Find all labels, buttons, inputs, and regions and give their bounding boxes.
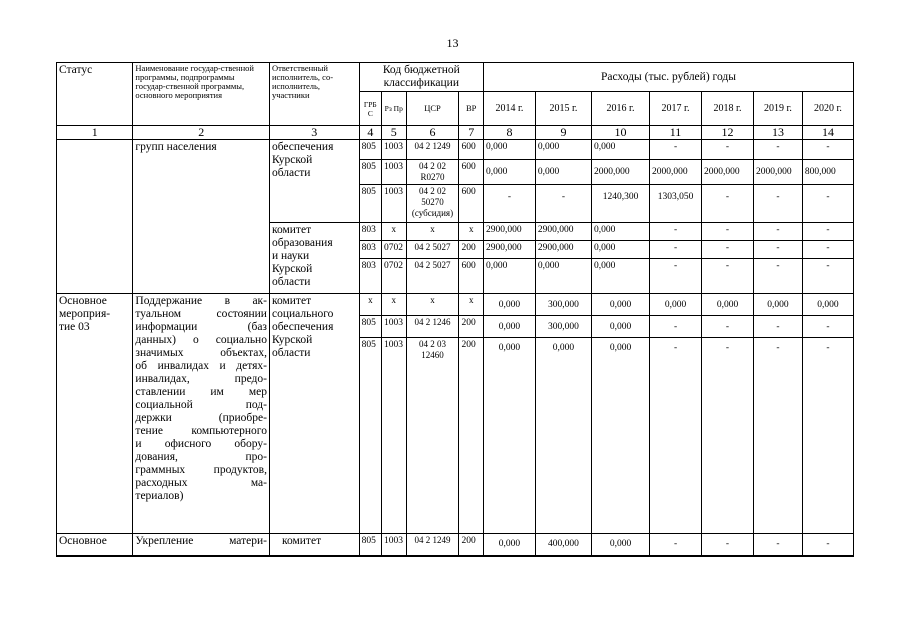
name-line: держки (приобре-	[135, 412, 267, 424]
column-number: 5	[382, 126, 406, 140]
value-cell: 0,000	[483, 534, 535, 556]
header-budget-code: Код бюджетной классификации	[359, 63, 483, 92]
csr-cell: х	[406, 294, 459, 316]
rzpr-cell: 1003	[382, 316, 406, 338]
executor-line: и науки	[271, 250, 310, 262]
rzpr-cell: х	[382, 294, 406, 316]
value-cell: -	[650, 534, 702, 556]
value-cell: 800,000	[802, 160, 853, 185]
value-cell: 2000,000	[702, 160, 754, 185]
column-number: 11	[650, 126, 702, 140]
name-line: социальной под-	[135, 399, 267, 411]
value-cell: 0,000	[702, 294, 754, 316]
grbs-cell: 805	[359, 160, 381, 185]
value-cell: 2900,000	[483, 223, 535, 241]
executor-line: образования	[271, 237, 333, 249]
name-line: ставлении им мер	[135, 386, 267, 398]
value-cell: -	[802, 223, 853, 241]
executor-line: социального	[271, 308, 334, 320]
status-line: Основное	[59, 295, 107, 307]
column-numbers-row	[57, 126, 854, 140]
status-line: тие 03	[59, 321, 90, 333]
column-number: 3	[269, 126, 359, 140]
column-number: 4	[359, 126, 381, 140]
page-number: 13	[446, 36, 459, 50]
value-cell: -	[802, 259, 853, 294]
value-cell: -	[802, 316, 853, 338]
value-cell: 0,000	[591, 338, 649, 534]
value-cell: -	[753, 534, 802, 556]
grbs-cell: 803	[359, 223, 381, 241]
header-program-name: Наименование государ-ственной программы, подпрограммы государ-ственной программы, основного мероприятия	[133, 63, 270, 126]
value-cell: 0,000	[535, 338, 591, 534]
program-name-cell	[133, 294, 270, 534]
value-cell: -	[650, 223, 702, 241]
value-cell: -	[702, 223, 754, 241]
value-cell: -	[702, 140, 754, 160]
value-cell: -	[802, 241, 853, 259]
value-cell: -	[802, 338, 853, 534]
value-cell: -	[802, 185, 853, 223]
executor-cell	[269, 294, 359, 534]
budget-table	[56, 62, 854, 557]
value-cell: -	[535, 185, 591, 223]
executor-line: комитет	[271, 224, 312, 236]
column-number: 1	[57, 126, 133, 140]
header-year: 2015 г.	[535, 92, 591, 126]
rzpr-cell: 1003	[382, 534, 406, 556]
header-grbs: ГРБ С	[359, 92, 381, 126]
value-cell: 0,000	[591, 294, 649, 316]
csr-cell: 04 2 1246	[406, 316, 459, 338]
table-row	[57, 294, 854, 316]
name-line: тение компьютерного	[135, 425, 267, 437]
status-cell: Основное	[57, 534, 133, 556]
executor-line: области	[271, 276, 311, 288]
value-cell: -	[650, 316, 702, 338]
value-cell: 1240,300	[591, 185, 649, 223]
value-cell: 1303,050	[650, 185, 702, 223]
name-line: териалов)	[135, 490, 184, 502]
value-cell: -	[802, 140, 853, 160]
column-number: 14	[802, 126, 853, 140]
value-cell: 0,000	[753, 294, 802, 316]
vr-cell: 200	[459, 241, 483, 259]
value-cell: -	[702, 185, 754, 223]
value-cell: 0,000	[483, 316, 535, 338]
status-line: мероприя-	[59, 308, 111, 320]
vr-cell: х	[459, 294, 483, 316]
header-executor: Ответственный исполнитель, со-исполнитель, участники	[269, 63, 359, 126]
executor-line: обеспечения	[271, 141, 334, 153]
value-cell: 0,000	[591, 223, 649, 241]
value-cell: -	[753, 259, 802, 294]
value-cell: 0,000	[591, 316, 649, 338]
csr-cell: 04 2 5027	[406, 259, 459, 294]
executor-cell: комитет	[269, 534, 359, 556]
vr-cell: 600	[459, 185, 483, 223]
name-line: инвалидах, предо-	[135, 373, 267, 385]
value-cell: -	[702, 259, 754, 294]
name-line: данных) о социально	[135, 334, 267, 346]
column-number: 13	[753, 126, 802, 140]
value-cell: 0,000	[535, 140, 591, 160]
name-line: расходных ма-	[135, 477, 267, 489]
csr-cell: 04 2 02 R0270	[406, 160, 459, 185]
value-cell: 0,000	[483, 338, 535, 534]
value-cell: -	[702, 338, 754, 534]
column-number: 2	[133, 126, 270, 140]
rzpr-cell: 0702	[382, 259, 406, 294]
value-cell: 2900,000	[483, 241, 535, 259]
value-cell: -	[702, 316, 754, 338]
executor-cell	[269, 140, 359, 223]
value-cell: 2000,000	[753, 160, 802, 185]
grbs-cell: 803	[359, 259, 381, 294]
name-line: информации (баз	[135, 321, 267, 333]
csr-cell: 04 2 03 12460	[406, 338, 459, 534]
executor-line: области	[271, 347, 311, 359]
header-vr: ВР	[459, 92, 483, 126]
column-number: 10	[591, 126, 649, 140]
name-line: граммных продуктов,	[135, 464, 267, 476]
value-cell: 0,000	[483, 140, 535, 160]
header-csr: ЦСР	[406, 92, 459, 126]
executor-line: области	[271, 167, 311, 179]
vr-cell: 200	[459, 316, 483, 338]
column-number: 7	[459, 126, 483, 140]
header-year: 2016 г.	[591, 92, 649, 126]
value-cell: 0,000	[535, 259, 591, 294]
value-cell: 300,000	[535, 316, 591, 338]
grbs-cell: 805	[359, 140, 381, 160]
table-row	[57, 534, 854, 556]
status-cell	[57, 294, 133, 534]
header-year: 2019 г.	[753, 92, 802, 126]
csr-cell: 04 2 1249	[406, 534, 459, 556]
value-cell: 0,000	[591, 259, 649, 294]
vr-cell: 200	[459, 338, 483, 534]
vr-cell: 200	[459, 534, 483, 556]
rzpr-cell: 1003	[382, 185, 406, 223]
value-cell: -	[650, 338, 702, 534]
value-cell: 2000,000	[650, 160, 702, 185]
value-cell: 0,000	[591, 534, 649, 556]
grbs-cell: 805	[359, 185, 381, 223]
value-cell: -	[753, 185, 802, 223]
value-cell: -	[753, 241, 802, 259]
csr-cell: 04 2 5027	[406, 241, 459, 259]
value-cell: 0,000	[483, 259, 535, 294]
header-year: 2014 г.	[483, 92, 535, 126]
rzpr-cell: 1003	[382, 160, 406, 185]
column-number: 8	[483, 126, 535, 140]
value-cell: 400,000	[535, 534, 591, 556]
value-cell: -	[702, 241, 754, 259]
vr-cell: х	[459, 223, 483, 241]
value-cell: 0,000	[650, 294, 702, 316]
executor-cell	[269, 223, 359, 294]
rzpr-cell: 1003	[382, 338, 406, 534]
grbs-cell: 805	[359, 534, 381, 556]
value-cell: 0,000	[591, 140, 649, 160]
table-row	[57, 140, 854, 160]
value-cell: 2000,000	[591, 160, 649, 185]
value-cell: 2900,000	[535, 223, 591, 241]
executor-line: Курской	[271, 334, 313, 346]
value-cell: 0,000	[483, 160, 535, 185]
grbs-cell: 803	[359, 241, 381, 259]
rzpr-cell: х	[382, 223, 406, 241]
value-cell: 0,000	[591, 241, 649, 259]
name-line: Поддержание в ак-	[135, 295, 267, 307]
value-cell: -	[650, 259, 702, 294]
value-cell: -	[753, 140, 802, 160]
header-expenses: Расходы (тыс. рублей) годы	[483, 63, 853, 92]
value-cell: -	[753, 223, 802, 241]
name-line: и офисного обору-	[135, 438, 267, 450]
csr-cell: 04 2 1249	[406, 140, 459, 160]
name-line: Укрепление матери-	[135, 535, 267, 547]
rzpr-cell: 0702	[382, 241, 406, 259]
name-line: туальном состоянии	[135, 308, 267, 320]
name-line: об инвалидах и детях-	[135, 360, 267, 372]
grbs-cell: 805	[359, 316, 381, 338]
header-year: 2020 г.	[802, 92, 853, 126]
value-cell: -	[753, 338, 802, 534]
value-cell: 0,000	[483, 294, 535, 316]
executor-line: Курской	[271, 263, 313, 275]
value-cell: 0,000	[535, 160, 591, 185]
grbs-cell: 805	[359, 338, 381, 534]
vr-cell: 600	[459, 140, 483, 160]
value-cell: -	[702, 534, 754, 556]
program-name-cell: групп населения	[133, 140, 270, 294]
value-cell: -	[483, 185, 535, 223]
name-line: дования, про-	[135, 451, 267, 463]
value-cell: -	[802, 534, 853, 556]
value-cell: 0,000	[802, 294, 853, 316]
value-cell: 2900,000	[535, 241, 591, 259]
grbs-cell: х	[359, 294, 381, 316]
value-cell: -	[650, 140, 702, 160]
vr-cell: 600	[459, 259, 483, 294]
header-status: Статус	[57, 63, 133, 126]
executor-line: комитет	[271, 295, 312, 307]
value-cell: -	[753, 316, 802, 338]
executor-line: Курской	[271, 154, 313, 166]
name-line: значимых объектах,	[135, 347, 267, 359]
header-year: 2018 г.	[702, 92, 754, 126]
column-number: 9	[535, 126, 591, 140]
rzpr-cell: 1003	[382, 140, 406, 160]
status-cell	[57, 140, 133, 294]
csr-cell: х	[406, 223, 459, 241]
header-rzpr: Рз Пр	[382, 92, 406, 126]
csr-cell: 04 2 02 50270 (субсидия)	[406, 185, 459, 223]
column-number: 12	[702, 126, 754, 140]
program-name-cell	[133, 534, 270, 556]
value-cell: -	[650, 241, 702, 259]
value-cell: 300,000	[535, 294, 591, 316]
header-year: 2017 г.	[650, 92, 702, 126]
executor-line: обеспечения	[271, 321, 334, 333]
column-number: 6	[406, 126, 459, 140]
vr-cell: 600	[459, 160, 483, 185]
